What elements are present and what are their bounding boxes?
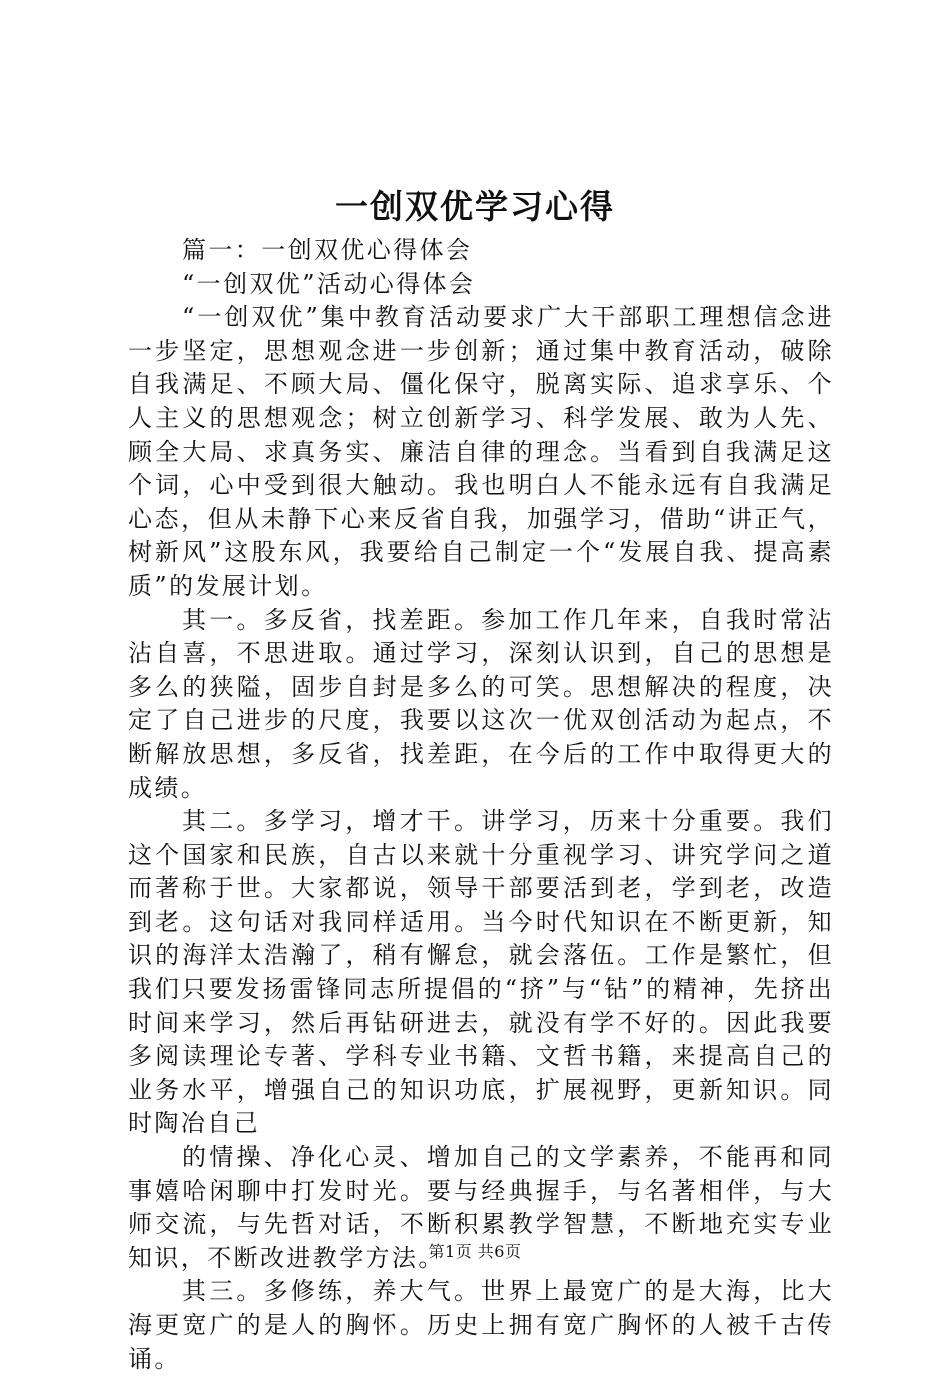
paragraph-intro: “一创双优”集中教育活动要求广大干部职工理想信念进一步坚定，思想观念进一步创新；通过集中教育活动，破除自我满足、不顾大局、僵化保守，脱离实际、追求享乐、个人主义的思想观念；树立创新学习、科学发展、敢为人先、顾全大局、求真务实、廉洁自律的理念。当看到自我满足这个词，心中受到很大触动。我也明白人不能永远有自我满足心态，但从未静下心来反省自我，加强学习，借助“讲正气，树新风”这股东风，我要给自己制定一个“发展自我、提高素质”的发展计划。 <box>128 303 834 600</box>
paragraph-subtitle: “一创双优”活动心得体会 <box>182 269 476 298</box>
document-body <box>128 234 834 1376</box>
paragraph-point-two-continued: 的情操、净化心灵、增加自己的文学素养，不能再和同事嬉哈闲聊中打发时光。要与经典握手，与名著相伴，与大师交流，与先哲对话，不断积累教学智慧，不断地充实专业知识，不断改进教学方法。 <box>128 1143 834 1272</box>
paragraph-section-heading: 篇一：一创双优心得体会 <box>182 236 473 264</box>
page-number-footer: 第1页 共6页 <box>428 1242 522 1261</box>
paragraph-point-three: 其三。多修练，养大气。世界上最宽广的是大海，比大海更宽广的是人的胸怀。历史上拥有宽广胸怀的人被千古传诵。 <box>128 1277 834 1373</box>
paragraph-point-one: 其一。多反省，找差距。参加工作几年来，自我时常沾沾自喜，不思进取。通过学习，深刻认识到，自己的思想是多么的狭隘，固步自封是多么的可笑。思想解决的程度，决定了自己进步的尺度，我要以这次一优双创活动为起点，不断解放思想，多反省，找差距，在今后的工作中取得更大的成绩。 <box>128 605 834 802</box>
document-title: 一创双优学习心得 <box>335 187 615 226</box>
paragraph-point-two: 其二。多学习，增才干。讲学习，历来十分重要。我们这个国家和民族，自古以来就十分重视学习、讲究学问之道而著称于世。大家都说，领导干部要活到老，学到老，改造到老。这句话对我同样适用。当今时代知识在不断更新，知识的海洋太浩瀚了，稍有懈怠，就会落伍。工作是繁忙，但我们只要发扬雷锋同志所提倡的“挤”与“钻”的精神，先挤出时间来学习，然后再钻研进去，就没有学不好的。因此我要多阅读理论专著、学科专业书籍、文哲书籍，来提高自己的业务水平，增强自己的知识功底，扩展视野，更新知识。同时陶冶自己 <box>128 807 834 1138</box>
